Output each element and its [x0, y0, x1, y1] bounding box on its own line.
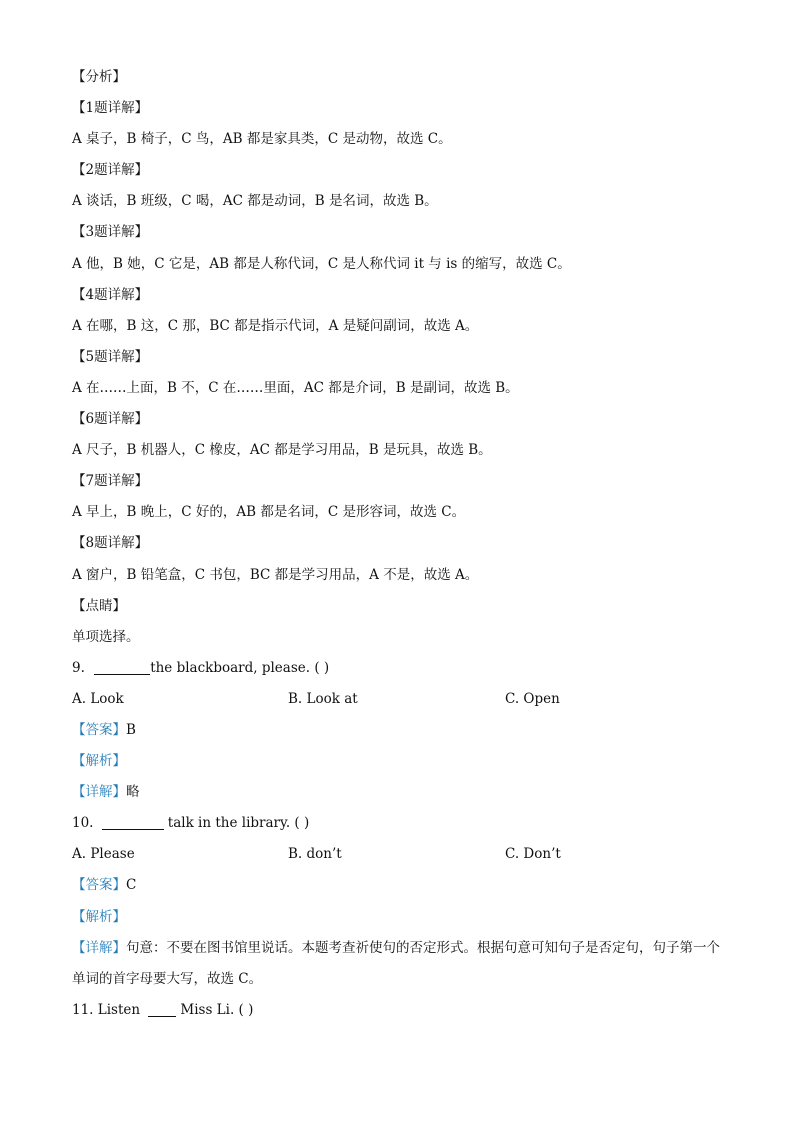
- key-point-text: 单项选择。: [72, 628, 140, 645]
- q9-detail: [72, 777, 732, 808]
- q9-text: the blackboard, please. ( ): [150, 659, 330, 676]
- q10-detail: [72, 933, 732, 995]
- document-page: [72, 62, 732, 1026]
- q7-detail-heading: 【7题详解】: [72, 473, 149, 490]
- q1-detail: A 桌子，B 椅子，C 鸟，AB 都是家具类，C 是动物，故选 C。: [72, 131, 452, 148]
- q1-detail-heading: 【1题详解】: [72, 100, 149, 117]
- q10-answer: [72, 870, 732, 901]
- q10-answer-label: 【答案】: [72, 877, 126, 894]
- q6-detail-heading: 【6题详解】: [72, 411, 149, 428]
- q9-stem: [72, 653, 732, 684]
- q11-text: Miss Li. ( ): [180, 1001, 254, 1018]
- q9-answer-label: 【答案】: [72, 721, 126, 738]
- q10-text: talk in the library. ( ): [167, 815, 310, 832]
- q9-detail-label: 【详解】: [72, 784, 126, 801]
- q8-detail: A 窗户，B 铅笔盒，C 书包，BC 都是学习用品，A 不是，故选 A。: [72, 566, 479, 583]
- key-point-heading: 【点睛】: [72, 597, 126, 614]
- q11-blank: [148, 1000, 176, 1017]
- q2-detail: A 谈话，B 班级，C 喝，AC 都是动词，B 是名词，故选 B。: [72, 193, 438, 210]
- q10-option-b: B. don’t: [288, 846, 342, 863]
- q10-option-c: C. Don’t: [505, 846, 561, 863]
- q10-options: [72, 839, 732, 870]
- q5-detail-heading: 【5题详解】: [72, 348, 149, 365]
- q10-detail-label: 【详解】: [72, 939, 126, 956]
- q3-detail: A 他，B 她，C 它是，AB 都是人称代词，C 是人称代词 it 与 is 的缩写，故选 C。: [72, 255, 571, 272]
- q9-number: 9.: [72, 659, 85, 676]
- q8-detail-heading: 【8题详解】: [72, 535, 149, 552]
- q9-options: [72, 684, 732, 715]
- q9-blank: [94, 658, 150, 675]
- q10-stem: [72, 808, 732, 839]
- q10-answer-value: C: [126, 877, 137, 894]
- q10-option-a: A. Please: [72, 846, 135, 863]
- q9-detail-text: 略: [126, 784, 140, 801]
- q9-answer-value: B: [126, 721, 136, 738]
- q9-answer: [72, 715, 732, 746]
- q9-option-b: B. Look at: [288, 690, 358, 707]
- q4-detail: A 在哪，B 这，C 那，BC 都是指示代词，A 是疑问副词，故选 A。: [72, 317, 479, 334]
- q10-detail-text: 句意：不要在图书馆里说话。本题考查祈使句的否定形式。根据句意可知句子是否定句，句子第一个单词的首字母要大写，故选 C。: [72, 939, 720, 987]
- q6-detail: A 尺子，B 机器人，C 橡皮，AC 都是学习用品，B 是玩具，故选 B。: [72, 442, 492, 459]
- analysis-heading: 【分析】: [72, 69, 126, 85]
- q10-blank: [102, 813, 164, 830]
- q10-number: 10.: [72, 815, 94, 832]
- q9-option-c: C. Open: [505, 690, 560, 707]
- q7-detail: A 早上，B 晚上，C 好的，AB 都是名词，C 是形容词，故选 C。: [72, 504, 466, 521]
- q11-stem: [72, 995, 732, 1026]
- q9-analysis-label: 【解析】: [72, 753, 126, 770]
- q3-detail-heading: 【3题详解】: [72, 224, 149, 241]
- q11-number: 11. Listen: [72, 1001, 141, 1018]
- q5-detail: A 在……上面，B 不，C 在……里面，AC 都是介词，B 是副词，故选 B。: [72, 379, 519, 396]
- q10-analysis-label: 【解析】: [72, 908, 126, 925]
- q2-detail-heading: 【2题详解】: [72, 162, 149, 179]
- q9-option-a: A. Look: [72, 690, 124, 707]
- q4-detail-heading: 【4题详解】: [72, 286, 149, 303]
